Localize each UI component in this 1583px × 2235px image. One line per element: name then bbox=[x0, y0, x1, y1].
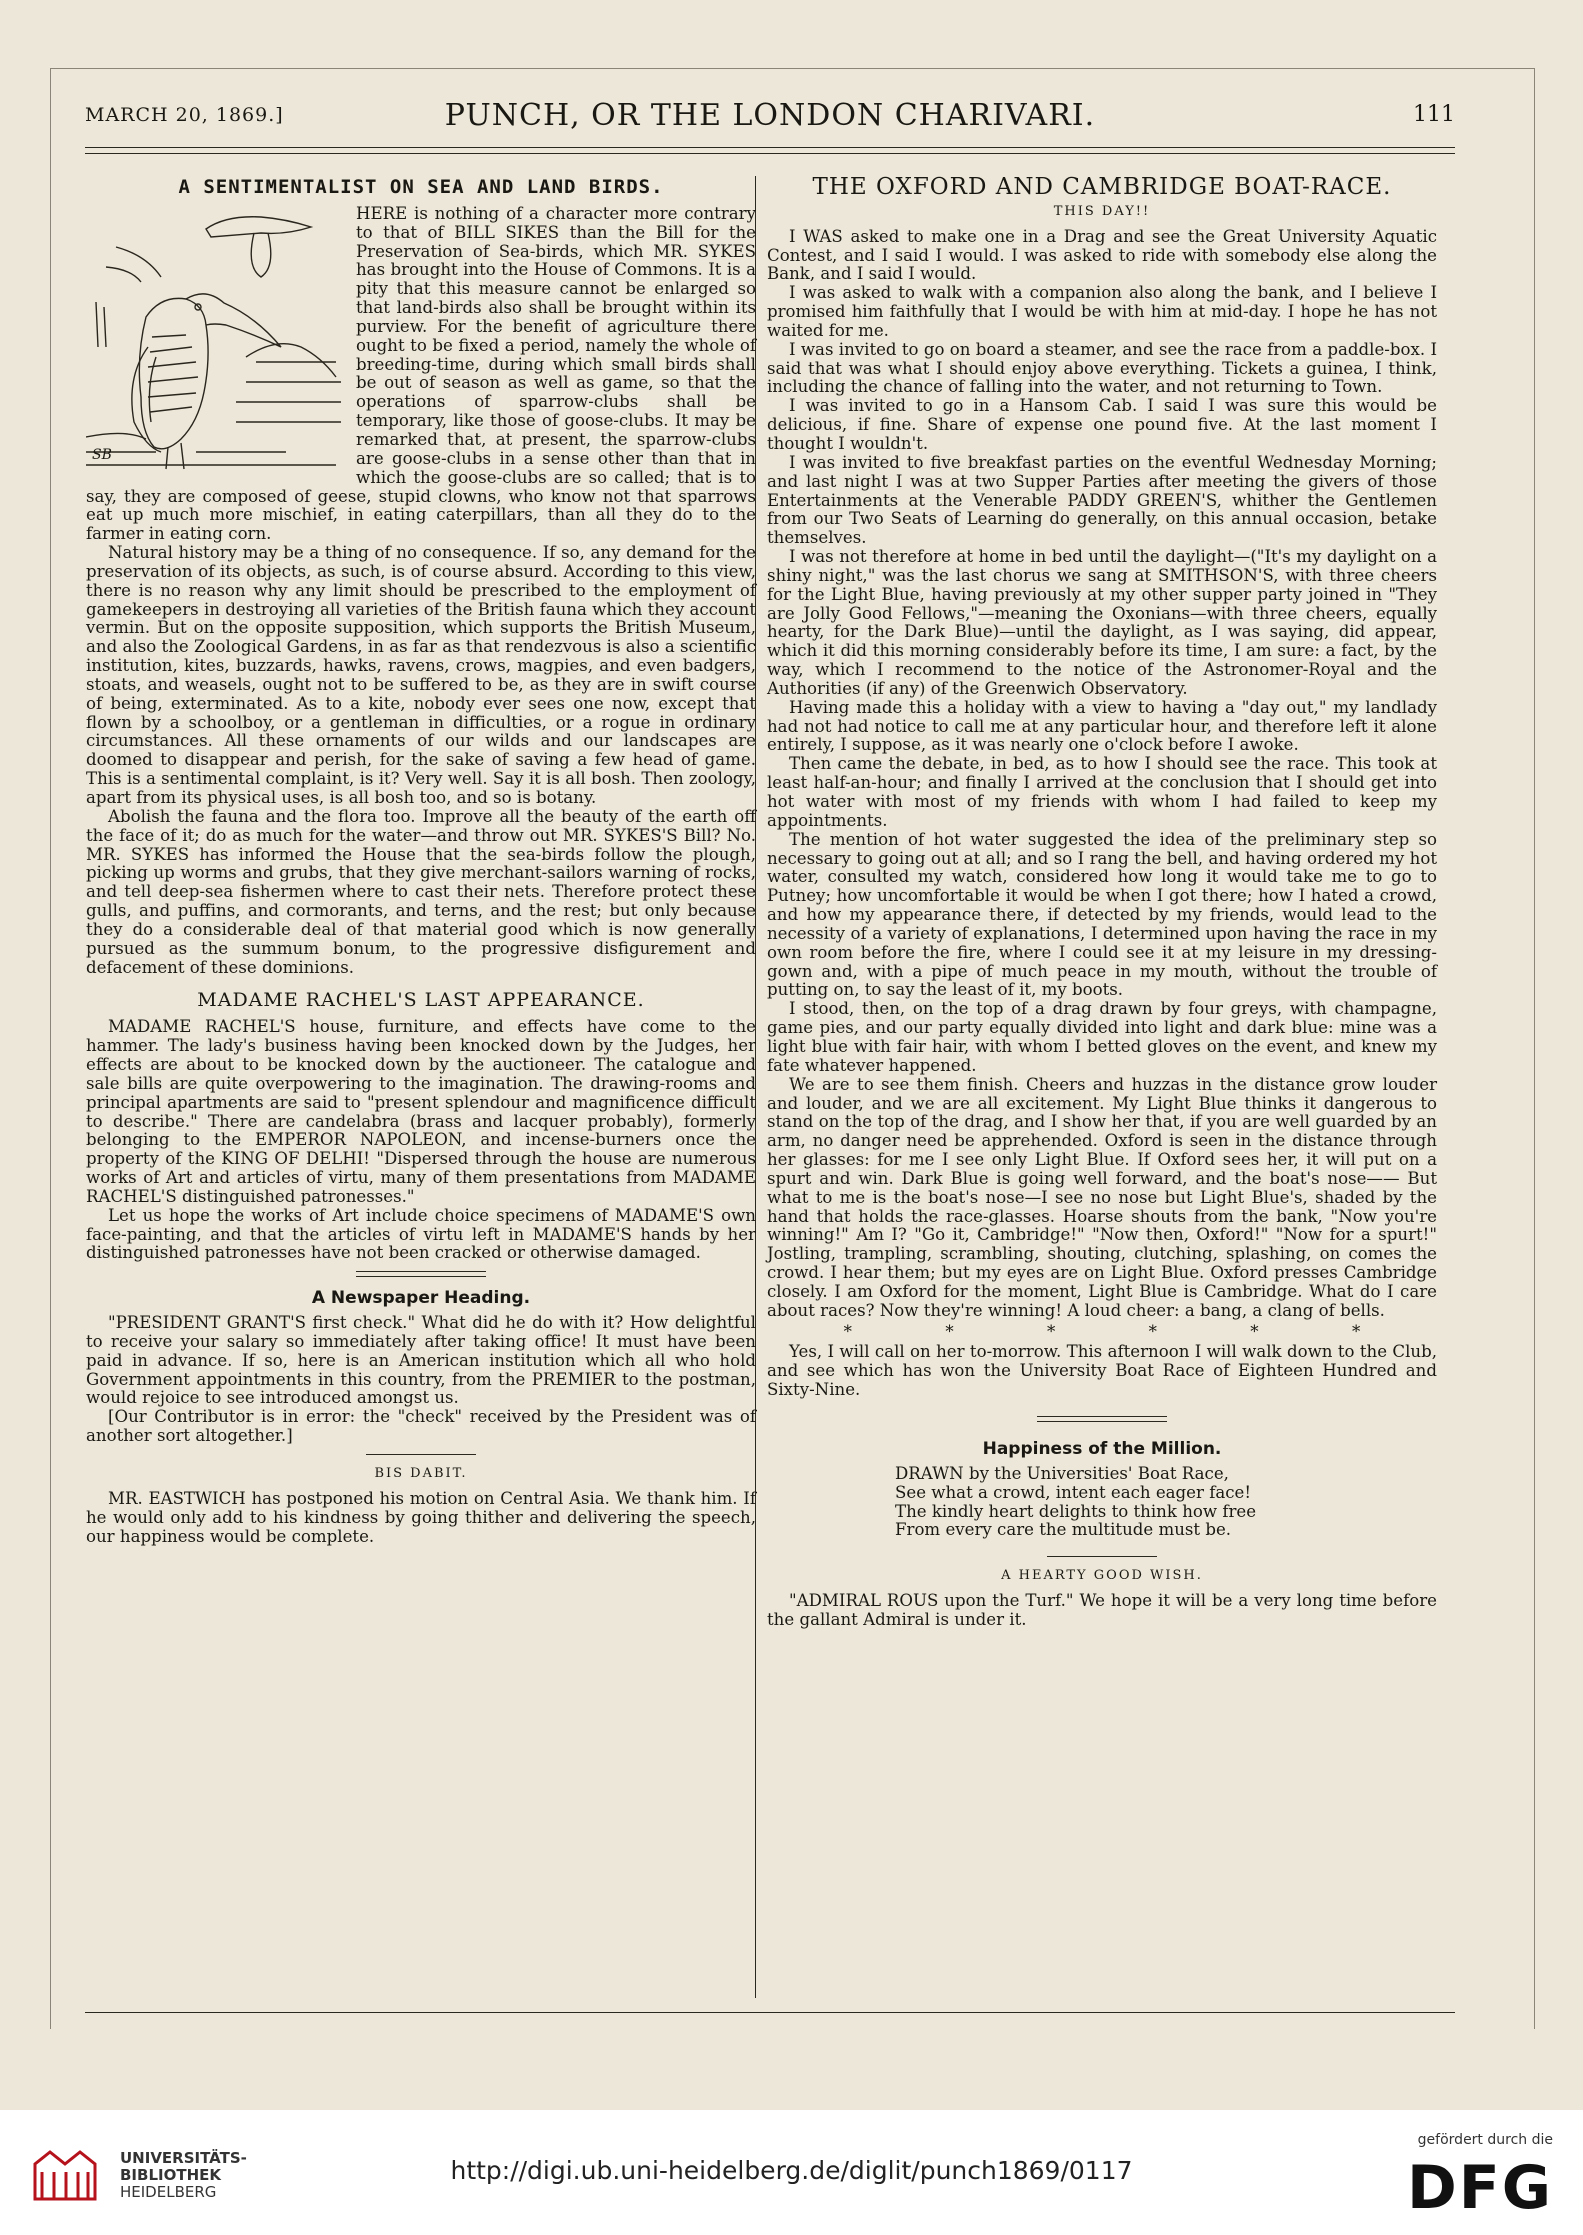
section-rule bbox=[366, 1454, 476, 1455]
illustration-signature: SB bbox=[92, 447, 112, 463]
digitization-footer bbox=[0, 2110, 1583, 2235]
sentimentalist-paragraph-3: Abolish the fauna and the flora too. Improve all the beauty of the earth off the face of it; do as much for the water—and throw out MR. SYKES'S Bill? No. MR. SYKES has informed the House that the sea-birds follow the plough, picking up worms and grubs, that they give merchant-sailors warning of rocks, and tell deep-sea fishermen where to cast their nets. Therefore protect these gulls, and puffins, and cormorants, and terns, and the rest; but only because they do a considerable deal of that material good which is now generally pursued as the summum bonum, to the progressive disfigurement and defacement of these dominions. bbox=[86, 806, 756, 977]
poem-line: See what a crowd, intent each eager face! bbox=[895, 1482, 1252, 1502]
rachel-paragraph-2: Let us hope the works of Art include choice specimens of MADAME'S own face-painting, and that the articles of virtu left in MADAME'S hands by her distinguished patronesses have not been cracked or otherwise damaged. bbox=[86, 1205, 756, 1263]
bis-dabit-paragraph: MR. EASTWICH has postponed his motion on Central Asia. We thank him. If he would only add to his kindness by going thither and delivering the speech, our happiness would be complete. bbox=[86, 1488, 756, 1546]
asterism bbox=[767, 1323, 1437, 1342]
library-line-3: HEIDELBERG bbox=[120, 2183, 217, 2201]
masthead bbox=[85, 98, 1455, 138]
poem-line: From every care the multitude must be. bbox=[895, 1520, 1232, 1540]
funding-note: gefördert durch die bbox=[1417, 2132, 1553, 2148]
section-rule bbox=[356, 1271, 486, 1277]
boat-race-paragraph: I was invited to go in a Hansom Cab. I said I was sure this would be delicious, if fine. Share of expense one pound five. At the last moment I thought I wouldn't. bbox=[767, 396, 1437, 453]
happiness-title: Happiness of the Million. bbox=[982, 1439, 1222, 1459]
poem-line: The kindly heart delights to think how free bbox=[895, 1501, 1257, 1521]
masthead-title: PUNCH, OR THE LONDON CHARIVARI. bbox=[444, 98, 1096, 133]
boat-race-paragraph: We are to see them finish. Cheers and huzzas in the distance grow louder and louder, and we are all excitement. My Light Blue thinks it dangerous to stand on the top of the drag, and I show her that, if you are well guarded by an arm, no danger need be apprehended. Oxford is seen in the distance through her glasses: for me I see only Light Blue. If Oxford sees her, it will put on a spurt and win. Dark Blue is going well forward, and the boat's nose—— But what to me is the boat's nose—I see no nose but Light Blue's, shaded by the hand that holds the race-glasses. Hoarse shouts from the bank, "Now you're winning!" Am I? "Go it, Cambridge!" "Now then, Oxford!" "Now for a spurt!" Jostling, trampling, scrambling, shouting, clutching, splashing, on comes the crowd. I hear them; but my eyes are on Light Blue. Oxford presses Cambridge closely. I am Oxford for the moment, Light Blue is Cambridge. What do I care about races? Now they're winning! A loud cheer: a bang, a clang of bells. bbox=[767, 1074, 1437, 1320]
star: * bbox=[843, 1321, 852, 1341]
boat-race-paragraph: I was invited to five breakfast parties on the eventful Wednesday Morning; and last night I was at two Supper Parties after meeting the givers of those Entertainments at the Venerable PADDY GREEN'S, whither the Gentlemen from our Two Seats of Learning do generally, on this annual occasion, betake themselves. bbox=[767, 452, 1437, 548]
boat-race-paragraph: I was asked to walk with a companion also along the bank, and I believe I promised him faithfully that I would be with him at mid-day. I hope he has not waited for me. bbox=[767, 283, 1437, 340]
boat-race-paragraph: I was invited to go on board a steamer, and see the race from a paddle-box. I said that was what I should enjoy above everything. Tickets a guinea, I think, including the chance of falling into the water, and not returning to Town. bbox=[767, 339, 1437, 397]
poem-line: DRAWN by the Universities' Boat Race, bbox=[895, 1463, 1229, 1483]
library-line-2: BIBLIOTHEK bbox=[120, 2166, 221, 2184]
bird-drawing bbox=[86, 207, 346, 475]
star: * bbox=[1046, 1321, 1056, 1341]
boat-race-title: THE OXFORD AND CAMBRIDGE BOAT-RACE. bbox=[812, 174, 1392, 200]
left-column bbox=[86, 178, 756, 1546]
source-url-link[interactable]: http://digi.ub.uni-heidelberg.de/diglit/punch1869/0117 bbox=[450, 2156, 1133, 2185]
boat-race-paragraph: Then came the debate, in bed, as to how I should see the race. This took at least half-an-hour; and finally I arrived at the conclusion that I should get into hot water with most of my friends with whom I had failed to keep my appointments. bbox=[767, 754, 1437, 830]
boat-race-paragraph: I stood, then, on the top of a drag drawn by four greys, with champagne, game pies, and our party equally divided into light and dark blue: mine was a light blue with fair hair, with whom I betted gloves on the event, and knew my fate whatever happened. bbox=[767, 999, 1437, 1075]
boat-race-subtitle: THIS DAY!! bbox=[1053, 203, 1151, 219]
boat-race-closing: Yes, I will call on her to-morrow. This afternoon I will walk down to the Club, and see which has won the University Boat Race of Eighteen Hundred and Sixty-Nine. bbox=[767, 1342, 1437, 1400]
sentimentalist-p1-text: is nothing of a character more contrary to that of BILL SIKES than the Bill for the Preservation of Sea-birds, which MR. SYKES has brought into the House of Commons. It is a pity that this measure cannot be enlarged so that land-birds also shall be brought within its purview. For the benefit of agriculture there ought to be fixed a period, namely the whole of breeding-time, during which small birds shall be out of season as well as game, so that the operations of sparrow-clubs shall be temporary, like those of goose-clubs. It may be remarked that, at present, the sparrow-clubs are goose-clubs in a sense other than that in which the goose-clubs are so called; that is to say, they are composed of geese, stupid clowns, who know not that sparrows eat up much more mischief, in eating caterpillars, than all they do to the farmer in eating corn. bbox=[86, 203, 756, 544]
drop-word: HERE bbox=[356, 203, 408, 223]
page-number: 111 bbox=[1413, 102, 1455, 127]
sentimentalist-title: A SENTIMENTALIST ON SEA AND LAND BIRDS. bbox=[178, 176, 664, 198]
hearty-wish-title: A HEARTY GOOD WISH. bbox=[1001, 1568, 1203, 1584]
hearty-wish-paragraph: "ADMIRAL ROUS upon the Turf." We hope it will be a very long time before the gallant Admiral is under it. bbox=[767, 1591, 1437, 1629]
rachel-paragraph-1: MADAME RACHEL'S house, furniture, and effects have come to the hammer. The lady's business having been knocked down by the Judges, her effects are about to be knocked down by the auctioneer. The catalogue and sale bills are quite overpowering to the imagination. The drawing-rooms and principal apartments are said to "present splendour and magnificence difficult to describe." There are candelabra (brass and lacquer probably), formerly belonging to the EMPEROR NAPOLEON, and incense-burners once the property of the KING OF DELHI! "Dispersed through the house are numerous works of Art and articles of virtu, many of them presentations from MADAME RACHEL'S distinguished patronesses." bbox=[86, 1017, 756, 1206]
library-line-1: UNIVERSITÄTS- bbox=[120, 2149, 247, 2167]
boat-race-paragraph: Having made this a holiday with a view to having a "day out," my landlady had not had notice to call me at any particular hour, and therefore left it alone entirely, I suppose, as it was nearly one o'clock before I awoke. bbox=[767, 697, 1437, 755]
pelican-illustration bbox=[86, 207, 346, 475]
newspaper-paragraph-1: "PRESIDENT GRANT'S first check." What did he do with it? How delightful to receive your salary so immediately after taking office! It must have been paid in advance. If so, here is an American institution which all who hold Government appointments in this country, from the PREMIER to the postman, would rejoice to see introduced amongst us. bbox=[86, 1313, 756, 1408]
boat-race-paragraph: I was not therefore at home in bed until the daylight—("It's my daylight on a shiny night," was the last chorus we sang at SMITHSON'S, with three cheers for the Light Blue, having previously at my other supper party joined in "They are Jolly Good Fellows,"—meaning the Oxonians—with three cheers, equally hearty, for the Dark Blue)—until the daylight, as I was saying, did appear, which it did this morning considerably before its time, I am sure: a fact, by the way, which I recommend to the notice of the Astronomer-Royal and the Authorities (if any) of the Greenwich Observatory. bbox=[767, 547, 1437, 698]
masthead-date: MARCH 20, 1869.] bbox=[85, 104, 284, 126]
happiness-poem bbox=[895, 1465, 1437, 1540]
section-rule bbox=[1037, 1416, 1167, 1422]
star: * bbox=[1250, 1321, 1259, 1341]
section-rule bbox=[1047, 1556, 1157, 1557]
star: * bbox=[945, 1321, 954, 1341]
rachel-title: MADAME RACHEL'S LAST APPEARANCE. bbox=[197, 989, 645, 1012]
bis-dabit-title: BIS DABIT. bbox=[374, 1466, 468, 1481]
star: * bbox=[1351, 1321, 1361, 1341]
dfg-logo: DFG bbox=[1406, 2153, 1553, 2223]
newspaper-heading-title: A Newspaper Heading. bbox=[311, 1288, 531, 1309]
star: * bbox=[1148, 1321, 1157, 1341]
right-column bbox=[767, 174, 1437, 1630]
boat-race-paragraph: I WAS asked to make one in a Drag and see the Great University Aquatic Contest, and I said I would. I was asked to ride with somebody else along the Bank, and I said I would. bbox=[767, 226, 1437, 284]
newspaper-paragraph-2: [Our Contributor is in error: the "check" received by the President was of another sort altogether.] bbox=[86, 1407, 756, 1446]
bottom-rule bbox=[85, 2012, 1455, 2013]
sentimentalist-paragraph-2: Natural history may be a thing of no consequence. If so, any demand for the preservation of its objects, as such, is of course absurd. According to this view, there is no reason why any limit should be prescribed to the employment of gamekeepers in destroying all varieties of the British fauna which they account vermin. But on the opposite supposition, which supports the British Museum, and also the Zoological Gardens, in as far as that rendezvous is also a scientific institution, kites, buzzards, hawks, ravens, crows, magpies, and even badgers, stoats, and weasels, ought not to be suffered to be, as they are in swift course of being, exterminated. As to a kite, nobody ever sees one now, except that flown by a schoolboy, or a gentleman in difficulties, or a rogue in ordinary circumstances. All these ornaments of our wilds and our landscapes are doomed to disappear and perish, for the sake of saving a few head of game. This is a sentimental complaint, is it? Very well. Say it is all bosh. Then zoology, apart from its physical uses, is all bosh too, and so is botany. bbox=[86, 543, 756, 807]
boat-race-paragraph: The mention of hot water suggested the idea of the preliminary step so necessary to going out at all; and so I rang the bell, and having ordered my hot water, consulted my watch, considered how long it would take me to go to Putney; how uncomfortable it would be when I got there; how I hated a crowd, and how my appearance there, if detected by my friends, would lead to the necessity of a variety of explanations, I determined upon having the race in my own room before the fire, where I could see it at my leisure in my dressing-gown and, with a pipe of much peace in my mouth, without the trouble of putting on, to say the least of it, my boots. bbox=[767, 829, 1437, 1000]
masthead-rule bbox=[85, 147, 1455, 154]
